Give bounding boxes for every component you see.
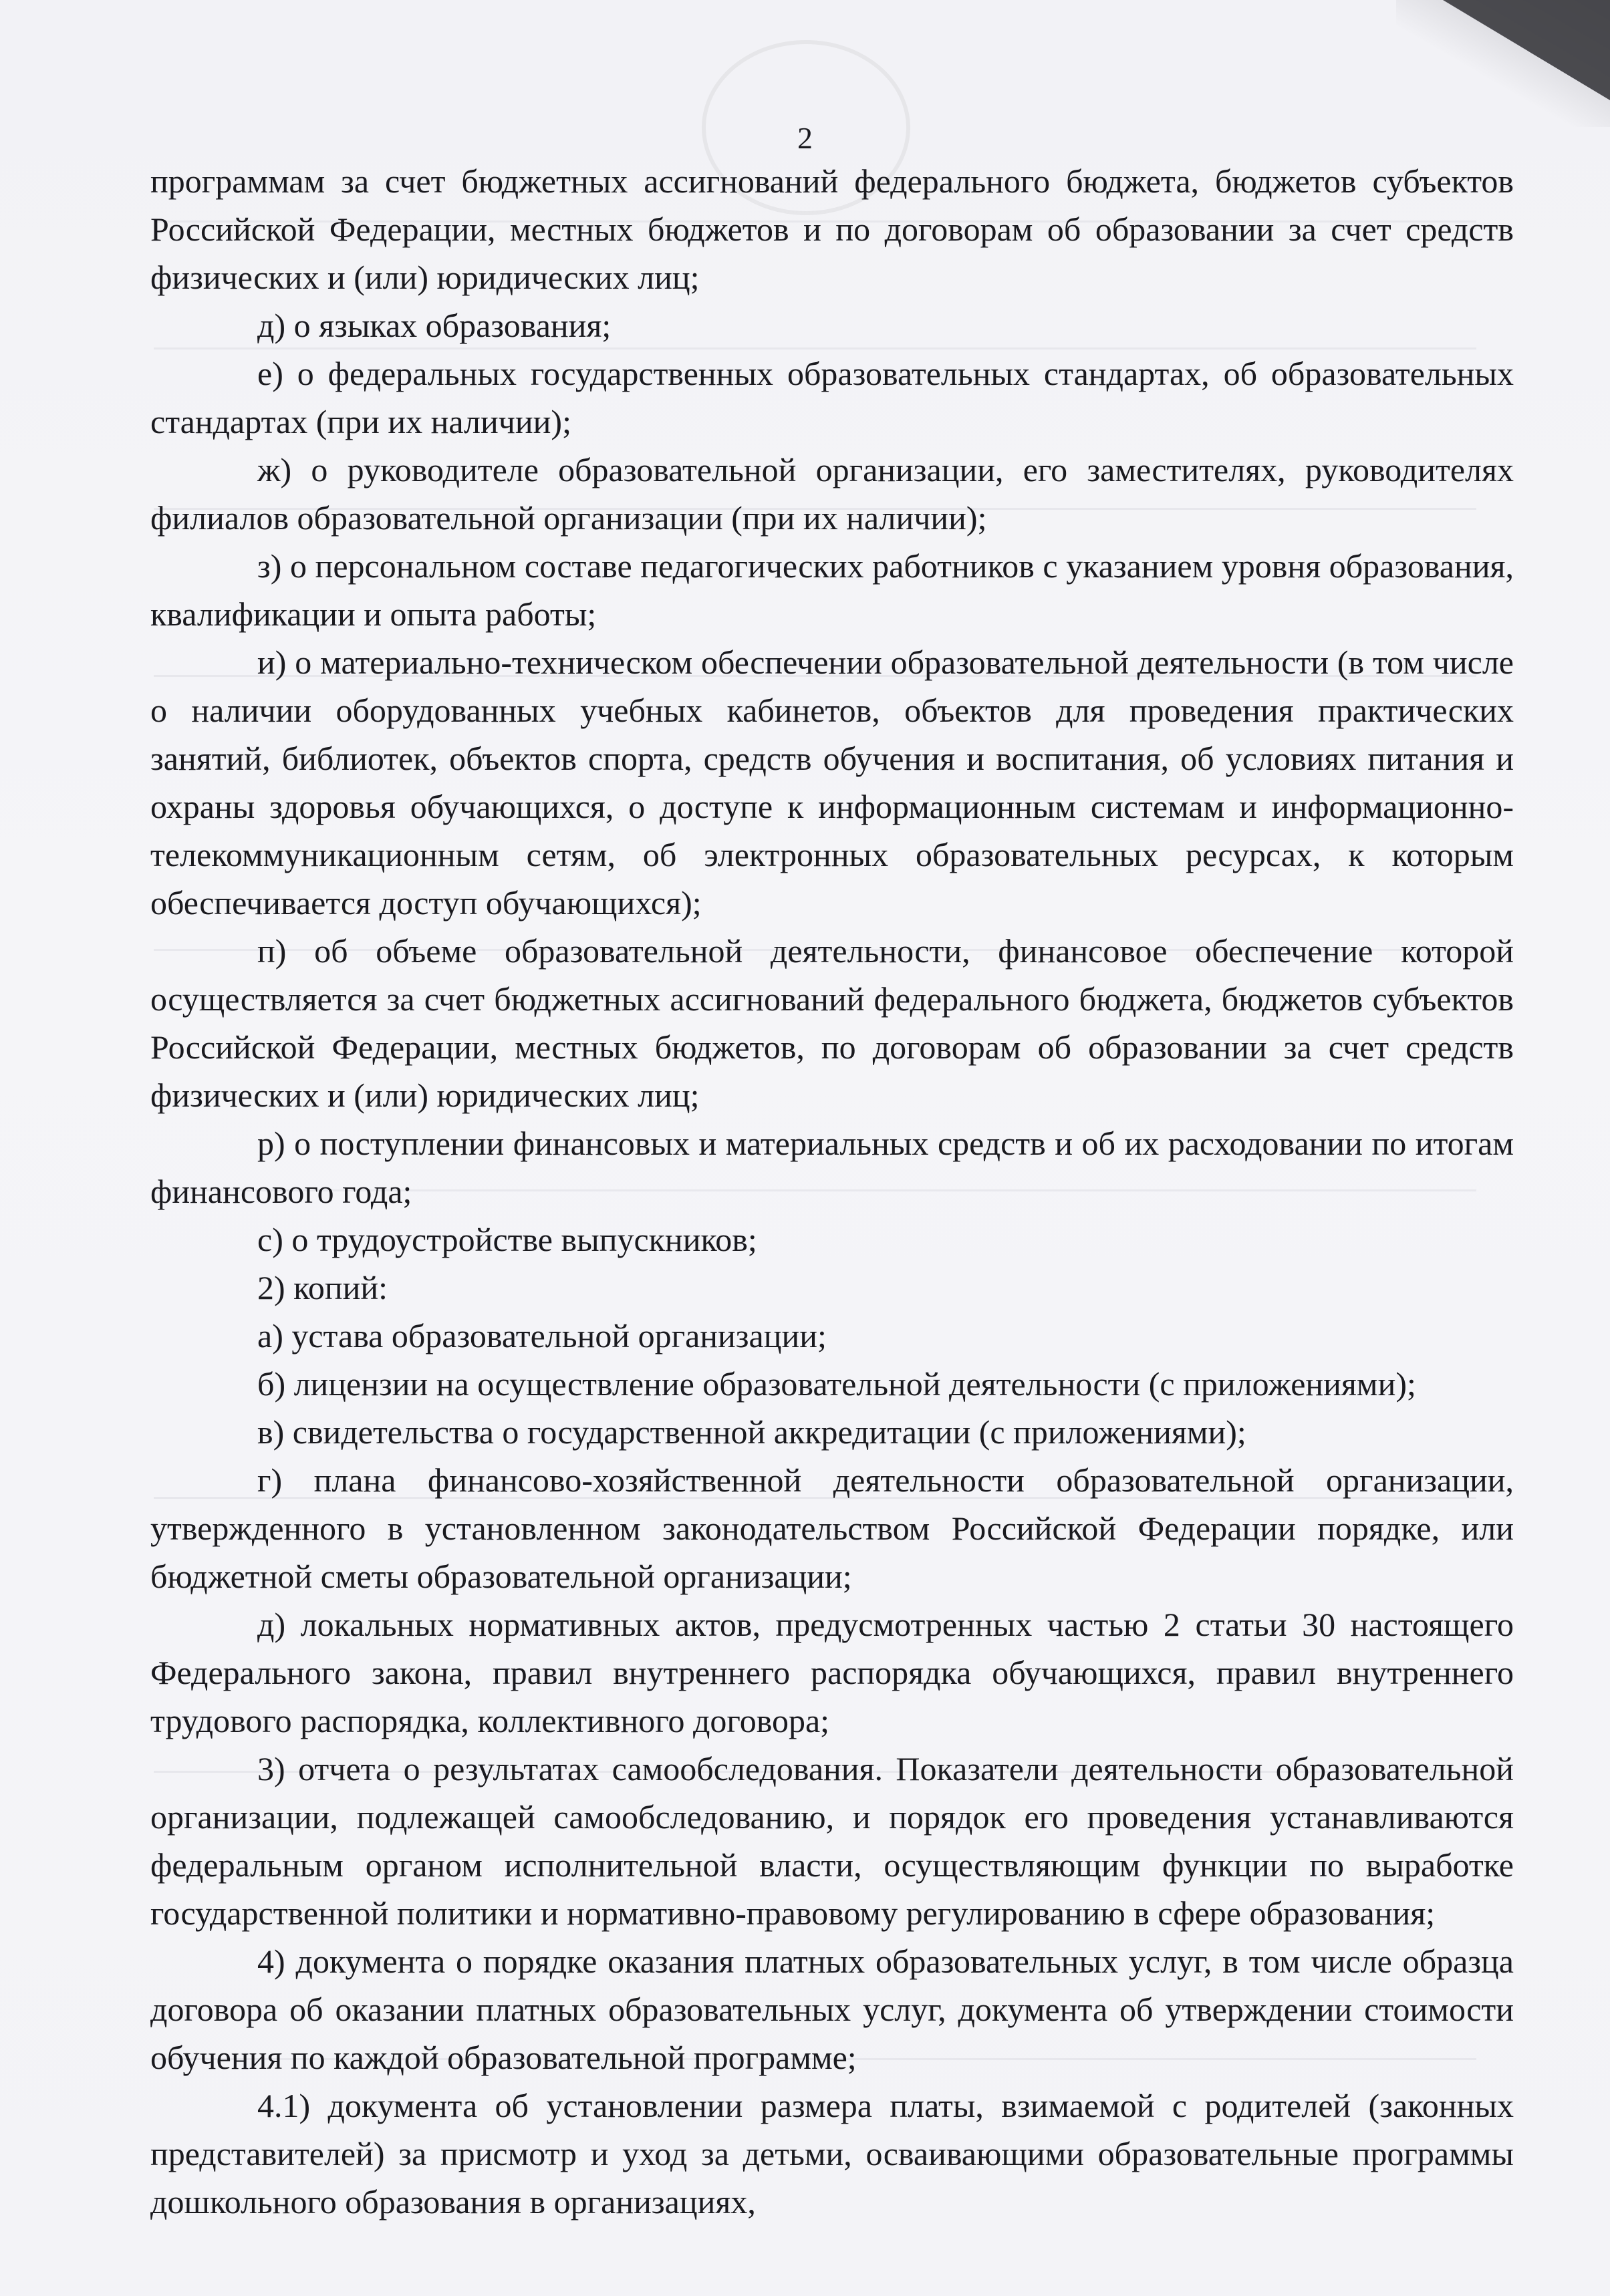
paragraph: 3) отчета о результатах самообследования. Показатели деятельности образовательной организации, подлежащей самообследованию, и порядок его проведения устанавливаются федеральным органом исполнительной власти, осуществляющим функции по выработке государственной политики и нормативно-правовому регулированию в сфере образования; xyxy=(150,1750,1514,1932)
paragraph: а) устава образовательной организации; xyxy=(257,1317,827,1354)
paragraph: ж) о руководителе образовательной организации, его заместителях, руководителях филиалов образовательной организации (при их наличии); xyxy=(150,451,1514,537)
document-body xyxy=(150,157,1514,2226)
paragraph: и) о материально-техническом обеспечении образовательной деятельности (в том числе о наличии оборудованных учебных кабинетов, объектов для проведения практических занятий, библиотек, объектов спорта, средств обучения и воспитания, об условиях питания и охраны здоровья обучающихся, о доступе к информационным системам и информационно-телекоммуникационным сетям, об электронных образовательных ресурсах, к которым обеспечивается доступ обучающихся); xyxy=(150,643,1514,921)
paragraph: д) локальных нормативных актов, предусмотренных частью 2 статьи 30 настоящего Федерального закона, правил внутреннего распорядка обучающихся, правил внутреннего трудового распорядка, коллективного договора; xyxy=(150,1606,1514,1739)
paragraph: е) о федеральных государственных образовательных стандартах, об образовательных стандартах (при их наличии); xyxy=(150,355,1514,440)
paragraph: д) о языках образования; xyxy=(257,307,612,344)
folded-corner xyxy=(1443,0,1610,100)
paragraph: с) о трудоустройстве выпускников; xyxy=(257,1221,757,1258)
paragraph: з) о персональном составе педагогических работников с указанием уровня образования, квалификации и опыта работы; xyxy=(150,547,1514,633)
paragraph: программам за счет бюджетных ассигнований федерального бюджета, бюджетов субъектов Российской Федерации, местных бюджетов и по договорам об образовании за счет средств физических и (или) юридических лиц; xyxy=(150,162,1514,296)
paragraph: г) плана финансово-хозяйственной деятельности образовательной организации, утвержденного в установленном законодательством Российской Федерации порядке, или бюджетной сметы образовательной организации; xyxy=(150,1461,1514,1595)
paragraph: 4) документа о порядке оказания платных образовательных услуг, в том числе образца договора об оказании платных образовательных услуг, документа об утверждении стоимости обучения по каждой образовательной программе; xyxy=(150,1943,1514,2076)
page-number: 2 xyxy=(797,121,813,155)
paragraph: в) свидетельства о государственной аккредитации (с приложениями); xyxy=(257,1413,1246,1451)
paragraph: п) об объеме образовательной деятельности, финансовое обеспечение которой осуществляется за счет бюджетных ассигнований федерального бюджета, бюджетов субъектов Российской Федерации, местных бюджетов, по договорам об образовании за счет средств физических и (или) юридических лиц; xyxy=(150,932,1514,1114)
paragraph: 2) копий: xyxy=(257,1269,388,1306)
paragraph: 4.1) документа об установлении размера платы, взимаемой с родителей (законных представителей) за присмотр и уход за детьми, осваивающими образовательные программы дошкольного образования в организациях, xyxy=(150,2087,1514,2220)
paragraph: р) о поступлении финансовых и материальных средств и об их расходовании по итогам финансового года; xyxy=(150,1125,1514,1210)
paragraph: б) лицензии на осуществление образовательной деятельности (с приложениями); xyxy=(257,1365,1416,1403)
